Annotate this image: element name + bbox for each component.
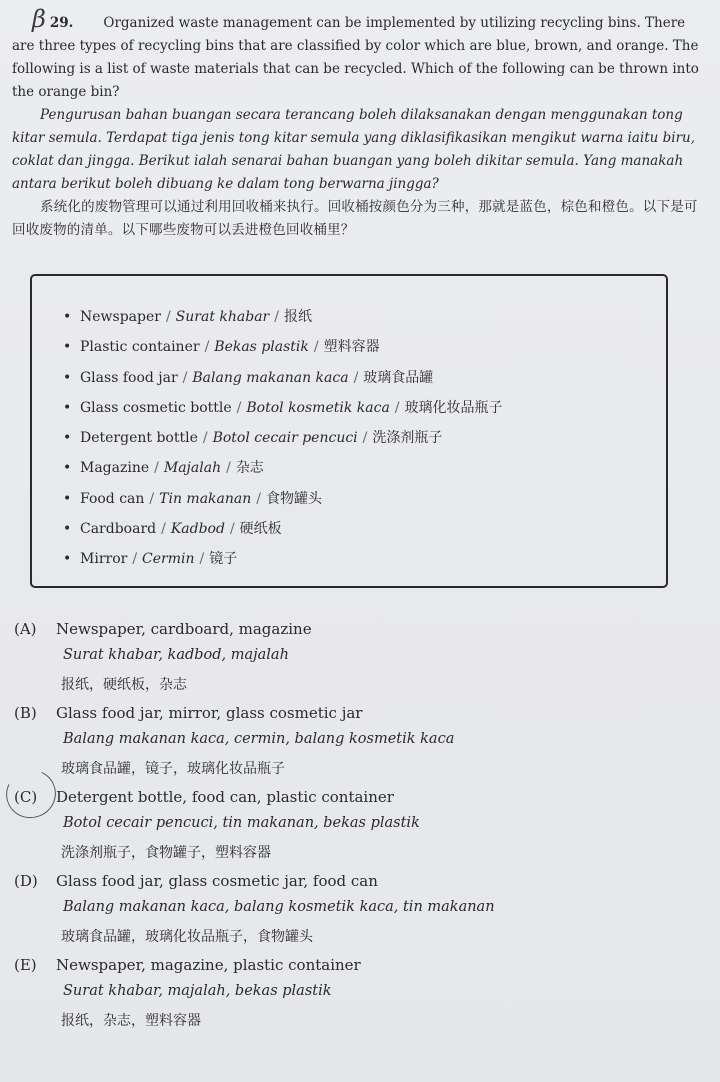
option-text-zh: 报纸，硬纸板，杂志 bbox=[61, 677, 187, 693]
separator: / bbox=[226, 460, 231, 477]
material-en: Glass food jar bbox=[80, 369, 178, 386]
material-zh: 食物罐头 bbox=[265, 490, 322, 507]
material-zh: 塑料容器 bbox=[323, 339, 380, 356]
separator: / bbox=[313, 339, 319, 356]
material-ms: Botol kosmetik kaca bbox=[246, 399, 390, 416]
material-zh: 硬纸板 bbox=[239, 521, 282, 538]
material-en: Glass cosmetic bottle bbox=[80, 399, 232, 416]
material-zh: 玻璃食品罐 bbox=[363, 369, 434, 386]
option-text-en: Newspaper, magazine, plastic container bbox=[56, 956, 361, 974]
question-text-zh: 系统化的废物管理可以通过利用回收桶来执行。回收桶按颜色分为三种，那就是蓝色，棕色和橙色。以下是可回收废物的清单。以下哪些废物可以丢进橙色回收桶里？ bbox=[12, 199, 698, 238]
separator: / bbox=[204, 339, 210, 356]
material-item bbox=[80, 393, 666, 423]
option-text-zh: 玻璃食品罐，镜子，玻璃化妆品瓶子 bbox=[61, 761, 285, 777]
materials-list bbox=[32, 276, 666, 575]
separator: / bbox=[256, 490, 261, 507]
material-zh: 镜子 bbox=[209, 551, 238, 568]
material-en: Plastic container bbox=[80, 339, 200, 356]
separator: / bbox=[202, 430, 208, 447]
material-item bbox=[80, 332, 666, 362]
material-ms: Balang makanan kaca bbox=[192, 369, 349, 386]
material-en: Detergent bottle bbox=[80, 430, 198, 447]
material-en: Cardboard bbox=[80, 521, 157, 538]
material-zh: 杂志 bbox=[235, 460, 264, 477]
question-text-ms: Pengurusan bahan buangan secara terancang boleh dilaksanakan dengan menggunakan tong kitar semula. Terdapat tiga jenis tong kitar semula yang diklasifikasikan mengikut warna iaitu biru, coklat dan jingga. Berikut ialah senarai bahan buangan yang boleh dikitar semula. Yang manakah antara berikut boleh dibuang ke dalam tong berwarna jingga? bbox=[12, 107, 696, 192]
option-text-ms: Surat khabar, majalah, bekas plastik bbox=[63, 983, 332, 999]
separator: / bbox=[132, 551, 138, 568]
option-c[interactable] bbox=[14, 784, 704, 868]
material-zh: 报纸 bbox=[283, 309, 312, 325]
separator: / bbox=[165, 309, 171, 325]
option-label: (D) bbox=[14, 872, 38, 890]
separator: / bbox=[154, 460, 159, 477]
question-text-en: Organized waste management can be implemented by utilizing recycling bins. There are three types of recycling bins that are classified by color which are blue, brown, and orange. The following is a list of waste materials that can be recycled. Which of the following can be thrown into the orange bin? bbox=[12, 15, 699, 100]
question-number: 29. bbox=[49, 15, 74, 31]
separator: / bbox=[274, 309, 279, 325]
option-text-en: Glass food jar, glass cosmetic jar, food can bbox=[56, 872, 378, 890]
separator: / bbox=[149, 490, 155, 507]
option-b[interactable] bbox=[14, 700, 704, 784]
material-zh: 玻璃化妆品瓶子 bbox=[404, 399, 503, 416]
option-a[interactable] bbox=[14, 616, 704, 700]
material-en: Magazine bbox=[80, 460, 150, 477]
material-item bbox=[80, 453, 666, 483]
material-item bbox=[80, 302, 666, 332]
separator: / bbox=[182, 369, 188, 386]
answer-options bbox=[14, 616, 704, 1036]
option-text-ms: Botol cecair pencuci, tin makanan, bekas plastik bbox=[63, 815, 420, 831]
material-item bbox=[80, 423, 666, 453]
separator: / bbox=[362, 430, 368, 447]
material-en: Food can bbox=[80, 490, 145, 507]
option-text-zh: 玻璃食品罐，玻璃化妆品瓶子，食物罐头 bbox=[61, 929, 313, 945]
option-label: (A) bbox=[14, 620, 37, 638]
material-item bbox=[80, 484, 666, 514]
option-text-ms: Balang makanan kaca, balang kosmetik kaca, tin makanan bbox=[63, 899, 495, 915]
option-label: (B) bbox=[14, 704, 37, 722]
separator: / bbox=[199, 551, 205, 568]
question-stem bbox=[12, 5, 702, 242]
material-ms: Bekas plastik bbox=[214, 339, 309, 356]
option-label: (C) bbox=[14, 788, 38, 806]
option-e[interactable] bbox=[14, 952, 704, 1036]
material-en: Mirror bbox=[80, 551, 128, 568]
option-text-ms: Balang makanan kaca, cermin, balang kosmetik kaca bbox=[63, 731, 455, 747]
material-ms: Cermin bbox=[142, 551, 195, 568]
material-item bbox=[80, 514, 666, 544]
material-en: Newspaper bbox=[80, 309, 161, 325]
option-text-ms: Surat khabar, kadbod, majalah bbox=[63, 647, 289, 663]
materials-box bbox=[30, 274, 668, 588]
material-ms: Surat khabar bbox=[175, 309, 270, 325]
material-ms: Majalah bbox=[163, 460, 222, 477]
separator: / bbox=[161, 521, 166, 538]
separator: / bbox=[229, 521, 235, 538]
material-item bbox=[80, 363, 666, 393]
option-text-en: Newspaper, cardboard, magazine bbox=[56, 620, 312, 638]
option-text-zh: 洗涤剂瓶子，食物罐子，塑料容器 bbox=[61, 845, 271, 861]
option-label: (E) bbox=[14, 956, 37, 974]
material-ms: Botol cecair pencuci bbox=[212, 430, 358, 447]
material-ms: Tin makanan bbox=[159, 490, 252, 507]
material-zh: 洗涤剂瓶子 bbox=[372, 430, 443, 447]
option-text-en: Detergent bottle, food can, plastic container bbox=[56, 788, 394, 806]
handwritten-mark: β bbox=[32, 5, 46, 33]
question-english bbox=[12, 5, 702, 104]
separator: / bbox=[394, 399, 400, 416]
option-text-en: Glass food jar, mirror, glass cosmetic jar bbox=[56, 704, 363, 722]
material-item bbox=[80, 544, 666, 574]
option-d[interactable] bbox=[14, 868, 704, 952]
material-ms: Kadbod bbox=[170, 521, 225, 538]
separator: / bbox=[353, 369, 359, 386]
option-text-zh: 报纸，杂志，塑料容器 bbox=[61, 1013, 201, 1029]
separator: / bbox=[236, 399, 242, 416]
